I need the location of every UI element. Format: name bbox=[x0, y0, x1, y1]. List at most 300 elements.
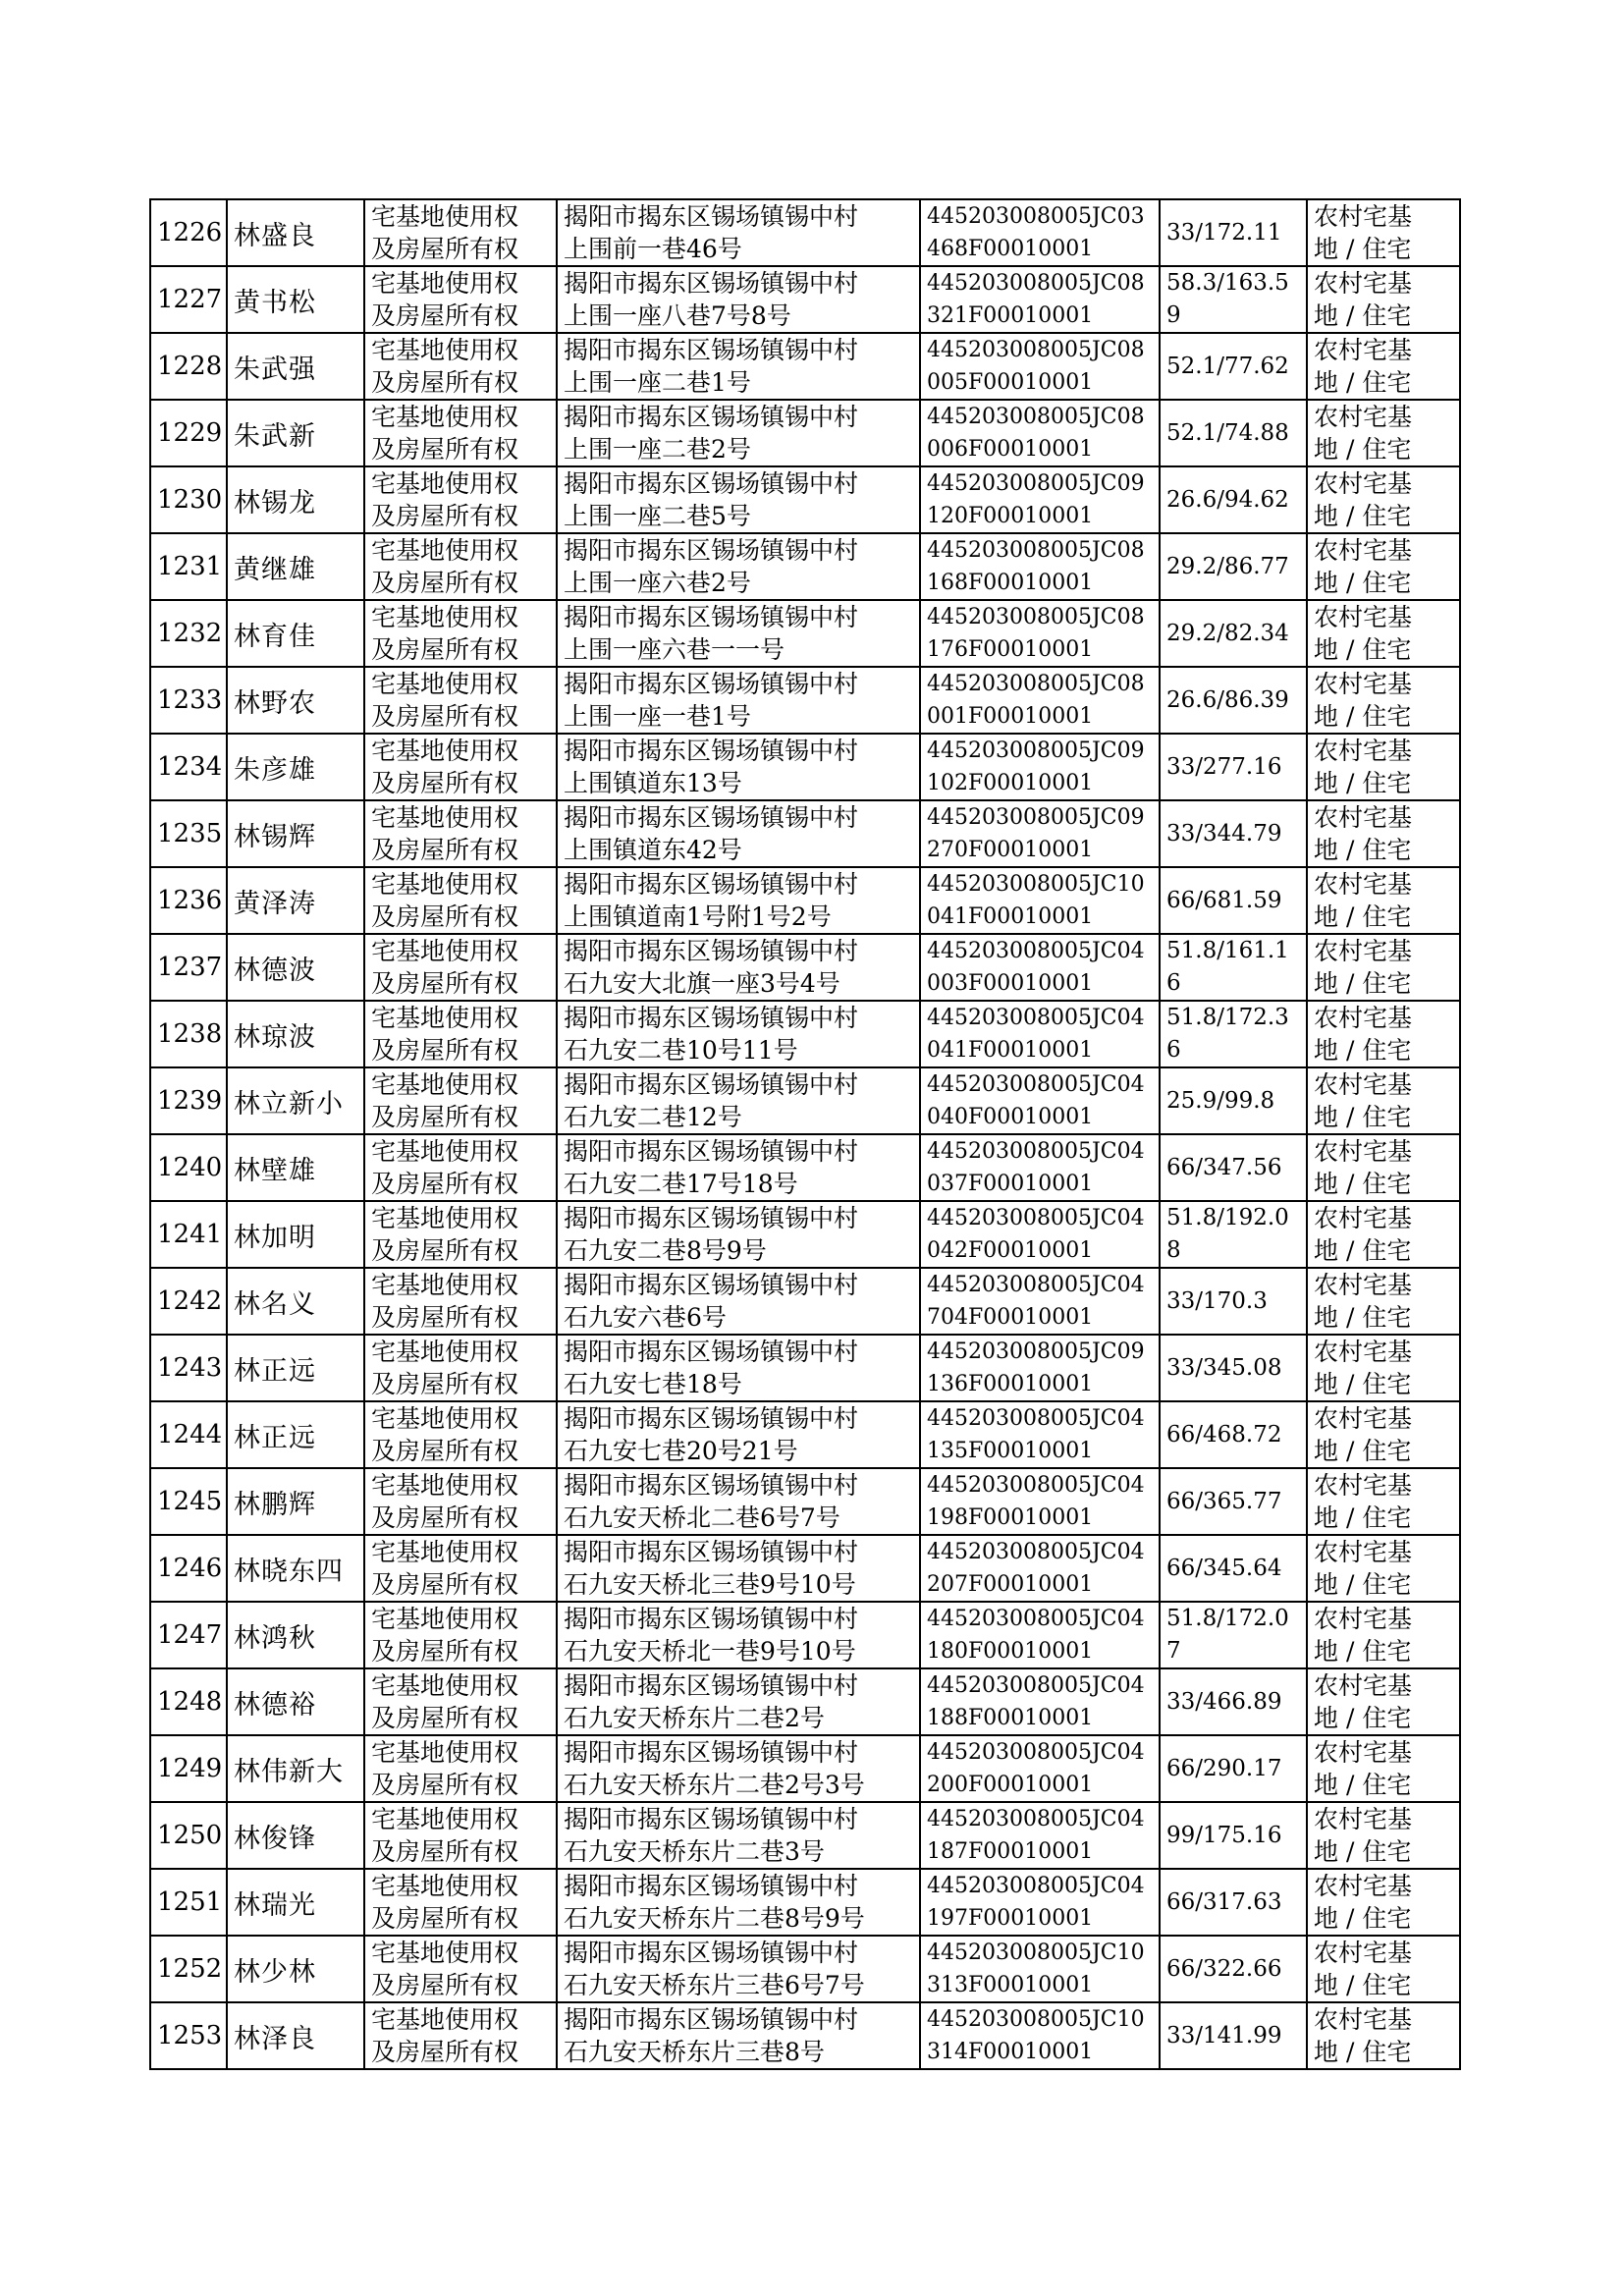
right-type-line-2: 及房屋所有权 bbox=[371, 301, 519, 330]
area-value: 33/345.08 bbox=[1160, 1335, 1307, 1401]
table-row bbox=[150, 1668, 1460, 1735]
row-number: 1233 bbox=[150, 667, 227, 734]
right-type bbox=[364, 800, 557, 867]
right-type bbox=[364, 1001, 557, 1067]
row-number: 1242 bbox=[150, 1268, 227, 1335]
property-address bbox=[557, 1401, 920, 1468]
row-number: 1248 bbox=[150, 1668, 227, 1735]
area-value: 25.9/99.8 bbox=[1160, 1067, 1307, 1134]
owner-name: 朱彦雄 bbox=[227, 734, 364, 800]
land-use bbox=[1307, 1401, 1460, 1468]
right-type-line-1: 宅基地使用权 bbox=[371, 1939, 519, 1967]
property-address bbox=[557, 1335, 920, 1401]
property-address-line-1: 揭阳市揭东区锡场镇锡中村 bbox=[564, 2005, 859, 2034]
property-address-line-1: 揭阳市揭东区锡场镇锡中村 bbox=[564, 1671, 859, 1700]
area-value: 66/681.59 bbox=[1160, 867, 1307, 934]
property-address-line-1: 揭阳市揭东区锡场镇锡中村 bbox=[564, 336, 859, 364]
property-address-line-2: 石九安天桥北二巷6号7号 bbox=[564, 1503, 840, 1532]
right-type bbox=[364, 1134, 557, 1201]
right-type bbox=[364, 2002, 557, 2069]
right-type bbox=[364, 199, 557, 266]
right-type-line-1: 宅基地使用权 bbox=[371, 603, 519, 631]
land-use-line-2: 地 / 住宅 bbox=[1314, 635, 1412, 664]
land-use-line-1: 农村宅基 bbox=[1314, 1338, 1413, 1366]
land-use-line-2: 地 / 住宅 bbox=[1314, 1236, 1412, 1265]
area-value: 66/345.64 bbox=[1160, 1535, 1307, 1602]
owner-name: 林名义 bbox=[227, 1268, 364, 1335]
unit-code: 445203008005JC04041F00010001 bbox=[920, 1001, 1160, 1067]
table-row bbox=[150, 867, 1460, 934]
property-address-line-1: 揭阳市揭东区锡场镇锡中村 bbox=[564, 469, 859, 498]
table-row bbox=[150, 466, 1460, 533]
right-type bbox=[364, 533, 557, 600]
property-address-line-1: 揭阳市揭东区锡场镇锡中村 bbox=[564, 536, 859, 565]
land-use-line-2: 地 / 住宅 bbox=[1314, 301, 1412, 330]
property-address-line-2: 上围镇道东42号 bbox=[564, 836, 742, 864]
area-value: 58.3/163.59 bbox=[1160, 266, 1307, 333]
property-address-line-1: 揭阳市揭东区锡场镇锡中村 bbox=[564, 1738, 859, 1767]
land-use-line-2: 地 / 住宅 bbox=[1314, 435, 1412, 464]
row-number: 1250 bbox=[150, 1802, 227, 1869]
row-number: 1237 bbox=[150, 934, 227, 1001]
right-type-line-1: 宅基地使用权 bbox=[371, 1805, 519, 1833]
right-type bbox=[364, 1735, 557, 1802]
area-value: 26.6/86.39 bbox=[1160, 667, 1307, 734]
owner-name: 朱武强 bbox=[227, 333, 364, 400]
unit-code: 445203008005JC04037F00010001 bbox=[920, 1134, 1160, 1201]
land-use-line-2: 地 / 住宅 bbox=[1314, 1904, 1412, 1933]
area-value: 66/365.77 bbox=[1160, 1468, 1307, 1535]
owner-name: 林立新小 bbox=[227, 1067, 364, 1134]
table-row bbox=[150, 1535, 1460, 1602]
unit-code: 445203008005JC10041F00010001 bbox=[920, 867, 1160, 934]
area-value: 51.8/172.36 bbox=[1160, 1001, 1307, 1067]
property-address-line-2: 上围镇道东13号 bbox=[564, 769, 742, 797]
right-type-line-1: 宅基地使用权 bbox=[371, 536, 519, 565]
row-number: 1246 bbox=[150, 1535, 227, 1602]
property-address-line-2: 石九安二巷8号9号 bbox=[564, 1236, 767, 1265]
right-type-line-1: 宅基地使用权 bbox=[371, 336, 519, 364]
land-use-line-2: 地 / 住宅 bbox=[1314, 969, 1412, 998]
land-use-line-1: 农村宅基 bbox=[1314, 336, 1413, 364]
area-value: 51.8/172.07 bbox=[1160, 1602, 1307, 1668]
right-type-line-1: 宅基地使用权 bbox=[371, 1872, 519, 1900]
property-address bbox=[557, 1936, 920, 2002]
unit-code: 445203008005JC04187F00010001 bbox=[920, 1802, 1160, 1869]
unit-code: 445203008005JC08006F00010001 bbox=[920, 400, 1160, 466]
land-use bbox=[1307, 533, 1460, 600]
land-use-line-2: 地 / 住宅 bbox=[1314, 1036, 1412, 1065]
land-use bbox=[1307, 600, 1460, 667]
land-use-line-2: 地 / 住宅 bbox=[1314, 1837, 1412, 1866]
unit-code: 445203008005JC04003F00010001 bbox=[920, 934, 1160, 1001]
owner-name: 林俊锋 bbox=[227, 1802, 364, 1869]
property-address bbox=[557, 1201, 920, 1268]
row-number: 1243 bbox=[150, 1335, 227, 1401]
right-type-line-2: 及房屋所有权 bbox=[371, 1704, 519, 1732]
land-use-line-1: 农村宅基 bbox=[1314, 1671, 1413, 1700]
unit-code: 445203008005JC10313F00010001 bbox=[920, 1936, 1160, 2002]
property-address-line-2: 上围一座二巷5号 bbox=[564, 502, 751, 530]
area-value: 33/466.89 bbox=[1160, 1668, 1307, 1735]
property-address bbox=[557, 934, 920, 1001]
owner-name: 林壁雄 bbox=[227, 1134, 364, 1201]
right-type-line-2: 及房屋所有权 bbox=[371, 1771, 519, 1799]
land-use-line-2: 地 / 住宅 bbox=[1314, 1503, 1412, 1532]
property-address bbox=[557, 600, 920, 667]
property-address-line-1: 揭阳市揭东区锡场镇锡中村 bbox=[564, 670, 859, 698]
row-number: 1252 bbox=[150, 1936, 227, 2002]
land-use bbox=[1307, 1134, 1460, 1201]
right-type-line-1: 宅基地使用权 bbox=[371, 403, 519, 431]
land-use bbox=[1307, 1067, 1460, 1134]
right-type bbox=[364, 600, 557, 667]
land-use-line-1: 农村宅基 bbox=[1314, 403, 1413, 431]
right-type-line-1: 宅基地使用权 bbox=[371, 202, 519, 231]
right-type-line-2: 及房屋所有权 bbox=[371, 1971, 519, 1999]
right-type-line-2: 及房屋所有权 bbox=[371, 1303, 519, 1332]
right-type-line-1: 宅基地使用权 bbox=[371, 1070, 519, 1099]
right-type-line-2: 及房屋所有权 bbox=[371, 235, 519, 263]
property-address-line-1: 揭阳市揭东区锡场镇锡中村 bbox=[564, 870, 859, 899]
right-type bbox=[364, 1268, 557, 1335]
land-use-line-1: 农村宅基 bbox=[1314, 1004, 1413, 1032]
right-type-line-2: 及房屋所有权 bbox=[371, 368, 519, 397]
right-type-line-1: 宅基地使用权 bbox=[371, 870, 519, 899]
unit-code: 445203008005JC03468F00010001 bbox=[920, 199, 1160, 266]
row-number: 1240 bbox=[150, 1134, 227, 1201]
owner-name: 林育佳 bbox=[227, 600, 364, 667]
land-use-line-1: 农村宅基 bbox=[1314, 1137, 1413, 1166]
area-value: 66/468.72 bbox=[1160, 1401, 1307, 1468]
area-value: 66/347.56 bbox=[1160, 1134, 1307, 1201]
property-address-line-2: 上围一座六巷一一号 bbox=[564, 635, 785, 664]
row-number: 1247 bbox=[150, 1602, 227, 1668]
land-use-line-1: 农村宅基 bbox=[1314, 1805, 1413, 1833]
property-address-line-2: 石九安二巷12号 bbox=[564, 1103, 742, 1131]
row-number: 1238 bbox=[150, 1001, 227, 1067]
row-number: 1236 bbox=[150, 867, 227, 934]
land-use-line-1: 农村宅基 bbox=[1314, 2005, 1413, 2034]
land-use-line-2: 地 / 住宅 bbox=[1314, 1771, 1412, 1799]
row-number: 1227 bbox=[150, 266, 227, 333]
owner-name: 林鸿秋 bbox=[227, 1602, 364, 1668]
property-address-line-2: 上围一座二巷1号 bbox=[564, 368, 751, 397]
right-type bbox=[364, 667, 557, 734]
right-type bbox=[364, 1869, 557, 1936]
unit-code: 445203008005JC04198F00010001 bbox=[920, 1468, 1160, 1535]
land-use bbox=[1307, 800, 1460, 867]
right-type-line-1: 宅基地使用权 bbox=[371, 1004, 519, 1032]
property-address-line-2: 上围一座八巷7号8号 bbox=[564, 301, 791, 330]
registry-rows bbox=[150, 199, 1460, 2069]
table-row bbox=[150, 667, 1460, 734]
owner-name: 林德裕 bbox=[227, 1668, 364, 1735]
property-address bbox=[557, 1602, 920, 1668]
property-address-line-1: 揭阳市揭东区锡场镇锡中村 bbox=[564, 1070, 859, 1099]
land-use bbox=[1307, 1468, 1460, 1535]
table-row bbox=[150, 1335, 1460, 1401]
right-type bbox=[364, 1201, 557, 1268]
area-value: 51.8/192.08 bbox=[1160, 1201, 1307, 1268]
table-row bbox=[150, 199, 1460, 266]
land-use-line-1: 农村宅基 bbox=[1314, 536, 1413, 565]
owner-name: 林伟新大 bbox=[227, 1735, 364, 1802]
owner-name: 林正远 bbox=[227, 1401, 364, 1468]
property-address bbox=[557, 734, 920, 800]
property-address-line-1: 揭阳市揭东区锡场镇锡中村 bbox=[564, 1939, 859, 1967]
owner-name: 朱武新 bbox=[227, 400, 364, 466]
table-row bbox=[150, 800, 1460, 867]
area-value: 66/290.17 bbox=[1160, 1735, 1307, 1802]
land-use-line-1: 农村宅基 bbox=[1314, 1271, 1413, 1299]
table-row bbox=[150, 1936, 1460, 2002]
land-use bbox=[1307, 1001, 1460, 1067]
right-type-line-2: 及房屋所有权 bbox=[371, 1503, 519, 1532]
right-type bbox=[364, 333, 557, 400]
land-use bbox=[1307, 333, 1460, 400]
property-address-line-1: 揭阳市揭东区锡场镇锡中村 bbox=[564, 1271, 859, 1299]
owner-name: 黄继雄 bbox=[227, 533, 364, 600]
unit-code: 445203008005JC09102F00010001 bbox=[920, 734, 1160, 800]
right-type-line-1: 宅基地使用权 bbox=[371, 1738, 519, 1767]
land-use-line-1: 农村宅基 bbox=[1314, 269, 1413, 298]
property-address-line-2: 上围镇道南1号附1号2号 bbox=[564, 902, 832, 931]
right-type-line-2: 及房屋所有权 bbox=[371, 902, 519, 931]
area-value: 33/170.3 bbox=[1160, 1268, 1307, 1335]
property-address-line-2: 石九安天桥东片三巷6号7号 bbox=[564, 1971, 865, 1999]
property-address-line-2: 石九安天桥东片二巷2号3号 bbox=[564, 1771, 865, 1799]
right-type bbox=[364, 400, 557, 466]
row-number: 1253 bbox=[150, 2002, 227, 2069]
land-use-line-2: 地 / 住宅 bbox=[1314, 1103, 1412, 1131]
land-use bbox=[1307, 199, 1460, 266]
unit-code: 445203008005JC04200F00010001 bbox=[920, 1735, 1160, 1802]
owner-name: 林盛良 bbox=[227, 199, 364, 266]
unit-code: 445203008005JC04180F00010001 bbox=[920, 1602, 1160, 1668]
property-address-line-2: 石九安天桥东片二巷8号9号 bbox=[564, 1904, 865, 1933]
land-use-line-1: 农村宅基 bbox=[1314, 1872, 1413, 1900]
property-address bbox=[557, 466, 920, 533]
right-type-line-2: 及房屋所有权 bbox=[371, 1570, 519, 1599]
property-address-line-1: 揭阳市揭东区锡场镇锡中村 bbox=[564, 737, 859, 765]
property-address-line-2: 上围一座二巷2号 bbox=[564, 435, 751, 464]
right-type-line-1: 宅基地使用权 bbox=[371, 1271, 519, 1299]
unit-code: 445203008005JC09136F00010001 bbox=[920, 1335, 1160, 1401]
land-use-line-1: 农村宅基 bbox=[1314, 737, 1413, 765]
property-address bbox=[557, 2002, 920, 2069]
property-address bbox=[557, 1869, 920, 1936]
property-address-line-2: 上围一座一巷1号 bbox=[564, 702, 751, 731]
property-address bbox=[557, 1735, 920, 1802]
table-row bbox=[150, 266, 1460, 333]
owner-name: 林德波 bbox=[227, 934, 364, 1001]
right-type bbox=[364, 1936, 557, 2002]
right-type-line-1: 宅基地使用权 bbox=[371, 269, 519, 298]
property-address bbox=[557, 199, 920, 266]
right-type-line-2: 及房屋所有权 bbox=[371, 1437, 519, 1465]
land-use-line-2: 地 / 住宅 bbox=[1314, 569, 1412, 597]
table-row bbox=[150, 533, 1460, 600]
property-address bbox=[557, 1134, 920, 1201]
property-address-line-2: 石九安大北旗一座3号4号 bbox=[564, 969, 840, 998]
property-registry-table bbox=[149, 198, 1461, 2070]
right-type bbox=[364, 1668, 557, 1735]
right-type-line-2: 及房屋所有权 bbox=[371, 435, 519, 464]
table-row bbox=[150, 1602, 1460, 1668]
property-address bbox=[557, 1802, 920, 1869]
land-use bbox=[1307, 2002, 1460, 2069]
right-type bbox=[364, 867, 557, 934]
right-type-line-2: 及房屋所有权 bbox=[371, 2038, 519, 2066]
property-address-line-2: 石九安七巷18号 bbox=[564, 1370, 742, 1398]
property-address-line-2: 石九安六巷6号 bbox=[564, 1303, 727, 1332]
owner-name: 林瑞光 bbox=[227, 1869, 364, 1936]
table-row bbox=[150, 400, 1460, 466]
property-address-line-1: 揭阳市揭东区锡场镇锡中村 bbox=[564, 202, 859, 231]
property-address-line-1: 揭阳市揭东区锡场镇锡中村 bbox=[564, 603, 859, 631]
right-type bbox=[364, 1802, 557, 1869]
unit-code: 445203008005JC09120F00010001 bbox=[920, 466, 1160, 533]
land-use-line-1: 农村宅基 bbox=[1314, 1738, 1413, 1767]
area-value: 29.2/82.34 bbox=[1160, 600, 1307, 667]
right-type bbox=[364, 1602, 557, 1668]
row-number: 1244 bbox=[150, 1401, 227, 1468]
right-type-line-1: 宅基地使用权 bbox=[371, 1671, 519, 1700]
right-type-line-1: 宅基地使用权 bbox=[371, 1338, 519, 1366]
property-address-line-1: 揭阳市揭东区锡场镇锡中村 bbox=[564, 1471, 859, 1500]
land-use bbox=[1307, 1535, 1460, 1602]
owner-name: 黄泽涛 bbox=[227, 867, 364, 934]
right-type-line-1: 宅基地使用权 bbox=[371, 1471, 519, 1500]
land-use-line-1: 农村宅基 bbox=[1314, 937, 1413, 965]
property-address-line-2: 石九安天桥东片三巷8号 bbox=[564, 2038, 825, 2066]
row-number: 1232 bbox=[150, 600, 227, 667]
property-address bbox=[557, 1001, 920, 1067]
owner-name: 林锡辉 bbox=[227, 800, 364, 867]
unit-code: 445203008005JC08005F00010001 bbox=[920, 333, 1160, 400]
unit-code: 445203008005JC04704F00010001 bbox=[920, 1268, 1160, 1335]
land-use-line-2: 地 / 住宅 bbox=[1314, 902, 1412, 931]
row-number: 1231 bbox=[150, 533, 227, 600]
right-type-line-2: 及房屋所有权 bbox=[371, 1637, 519, 1666]
property-address bbox=[557, 533, 920, 600]
owner-name: 黄书松 bbox=[227, 266, 364, 333]
right-type-line-2: 及房屋所有权 bbox=[371, 1236, 519, 1265]
right-type bbox=[364, 934, 557, 1001]
property-address bbox=[557, 1468, 920, 1535]
right-type-line-2: 及房屋所有权 bbox=[371, 1837, 519, 1866]
property-address bbox=[557, 266, 920, 333]
unit-code: 445203008005JC04040F00010001 bbox=[920, 1067, 1160, 1134]
land-use bbox=[1307, 266, 1460, 333]
area-value: 51.8/161.16 bbox=[1160, 934, 1307, 1001]
property-address bbox=[557, 667, 920, 734]
table-row bbox=[150, 1268, 1460, 1335]
unit-code: 445203008005JC08001F00010001 bbox=[920, 667, 1160, 734]
owner-name: 林锡龙 bbox=[227, 466, 364, 533]
owner-name: 林少林 bbox=[227, 1936, 364, 2002]
property-address-line-1: 揭阳市揭东区锡场镇锡中村 bbox=[564, 1538, 859, 1566]
land-use bbox=[1307, 1735, 1460, 1802]
property-address bbox=[557, 333, 920, 400]
table-row bbox=[150, 934, 1460, 1001]
table-row bbox=[150, 1468, 1460, 1535]
row-number: 1229 bbox=[150, 400, 227, 466]
land-use bbox=[1307, 400, 1460, 466]
property-address-line-1: 揭阳市揭东区锡场镇锡中村 bbox=[564, 1404, 859, 1433]
property-address-line-2: 上围一座六巷2号 bbox=[564, 569, 751, 597]
right-type-line-1: 宅基地使用权 bbox=[371, 1538, 519, 1566]
right-type-line-1: 宅基地使用权 bbox=[371, 2005, 519, 2034]
land-use bbox=[1307, 934, 1460, 1001]
property-address-line-1: 揭阳市揭东区锡场镇锡中村 bbox=[564, 269, 859, 298]
land-use-line-1: 农村宅基 bbox=[1314, 202, 1413, 231]
right-type bbox=[364, 1468, 557, 1535]
property-address-line-2: 石九安二巷10号11号 bbox=[564, 1036, 798, 1065]
table-row bbox=[150, 1401, 1460, 1468]
right-type-line-2: 及房屋所有权 bbox=[371, 1170, 519, 1198]
row-number: 1239 bbox=[150, 1067, 227, 1134]
land-use-line-2: 地 / 住宅 bbox=[1314, 235, 1412, 263]
unit-code: 445203008005JC08168F00010001 bbox=[920, 533, 1160, 600]
land-use-line-1: 农村宅基 bbox=[1314, 1538, 1413, 1566]
table-row bbox=[150, 1735, 1460, 1802]
right-type-line-1: 宅基地使用权 bbox=[371, 1137, 519, 1166]
area-value: 33/277.16 bbox=[1160, 734, 1307, 800]
land-use-line-1: 农村宅基 bbox=[1314, 603, 1413, 631]
right-type-line-2: 及房屋所有权 bbox=[371, 1904, 519, 1933]
property-address-line-1: 揭阳市揭东区锡场镇锡中村 bbox=[564, 1872, 859, 1900]
property-address-line-1: 揭阳市揭东区锡场镇锡中村 bbox=[564, 1004, 859, 1032]
property-address-line-2: 石九安天桥北一巷9号10号 bbox=[564, 1637, 856, 1666]
right-type-line-1: 宅基地使用权 bbox=[371, 1605, 519, 1633]
right-type-line-2: 及房屋所有权 bbox=[371, 1370, 519, 1398]
property-address bbox=[557, 800, 920, 867]
land-use bbox=[1307, 1335, 1460, 1401]
right-type bbox=[364, 466, 557, 533]
table-row bbox=[150, 1134, 1460, 1201]
property-address-line-2: 石九安天桥东片二巷3号 bbox=[564, 1837, 825, 1866]
unit-code: 445203008005JC04188F00010001 bbox=[920, 1668, 1160, 1735]
table-row bbox=[150, 1201, 1460, 1268]
right-type-line-1: 宅基地使用权 bbox=[371, 1404, 519, 1433]
right-type-line-1: 宅基地使用权 bbox=[371, 937, 519, 965]
property-address-line-2: 石九安天桥北三巷9号10号 bbox=[564, 1570, 856, 1599]
property-address-line-1: 揭阳市揭东区锡场镇锡中村 bbox=[564, 403, 859, 431]
area-value: 66/317.63 bbox=[1160, 1869, 1307, 1936]
property-address-line-2: 石九安七巷20号21号 bbox=[564, 1437, 798, 1465]
right-type bbox=[364, 1335, 557, 1401]
right-type-line-1: 宅基地使用权 bbox=[371, 469, 519, 498]
land-use-line-2: 地 / 住宅 bbox=[1314, 1704, 1412, 1732]
land-use-line-2: 地 / 住宅 bbox=[1314, 702, 1412, 731]
right-type-line-2: 及房屋所有权 bbox=[371, 1103, 519, 1131]
right-type-line-2: 及房屋所有权 bbox=[371, 502, 519, 530]
land-use-line-2: 地 / 住宅 bbox=[1314, 368, 1412, 397]
land-use-line-2: 地 / 住宅 bbox=[1314, 1303, 1412, 1332]
unit-code: 445203008005JC04207F00010001 bbox=[920, 1535, 1160, 1602]
area-value: 52.1/74.88 bbox=[1160, 400, 1307, 466]
property-address-line-1: 揭阳市揭东区锡场镇锡中村 bbox=[564, 937, 859, 965]
right-type-line-2: 及房屋所有权 bbox=[371, 635, 519, 664]
property-address-line-2: 石九安二巷17号18号 bbox=[564, 1170, 798, 1198]
land-use-line-2: 地 / 住宅 bbox=[1314, 1971, 1412, 1999]
property-address-line-2: 上围前一巷46号 bbox=[564, 235, 742, 263]
row-number: 1230 bbox=[150, 466, 227, 533]
table-row bbox=[150, 333, 1460, 400]
right-type bbox=[364, 266, 557, 333]
